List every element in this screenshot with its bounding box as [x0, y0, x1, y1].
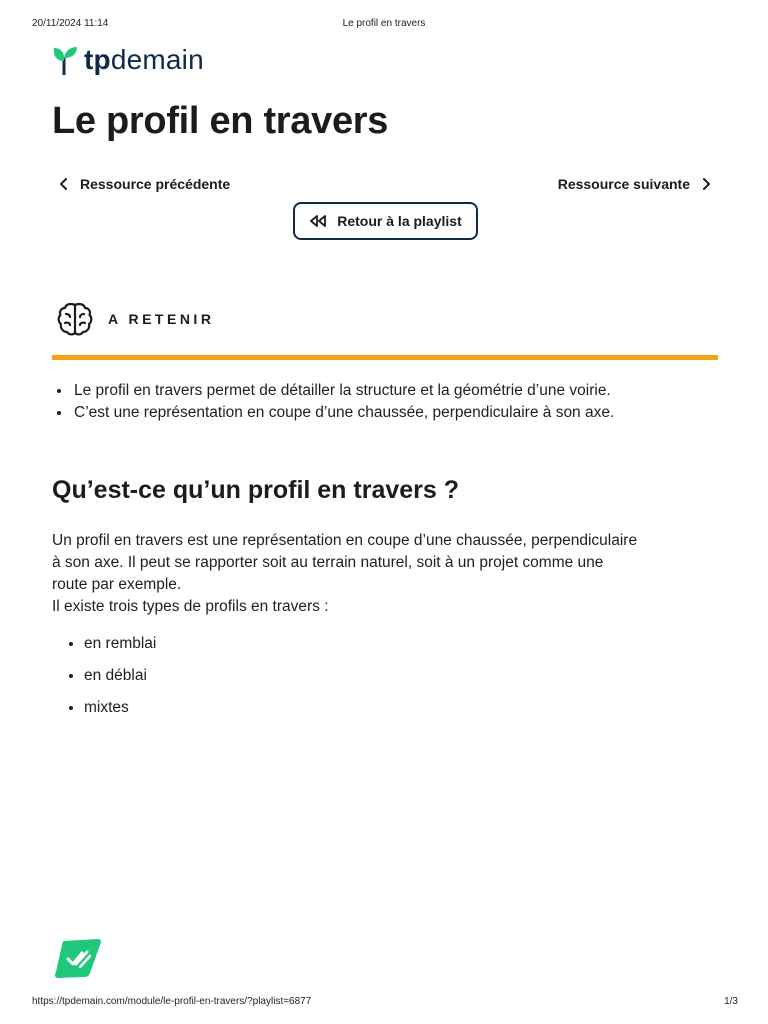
brain-icon: [56, 300, 94, 338]
back-to-playlist-label: Retour à la playlist: [337, 213, 462, 229]
rewind-icon: [309, 215, 327, 227]
paragraph-line: route par exemple.: [52, 576, 182, 593]
paragraph-line: Il existe trois types de profils en travers :: [52, 598, 329, 615]
print-url: https://tpdemain.com/module/le-profil-en-travers/?playlist=6877: [32, 996, 312, 1007]
tpdemain-logo[interactable]: [52, 44, 204, 76]
previous-resource-label: Ressource précédente: [80, 176, 231, 192]
profile-type-item: • mixtes: [84, 697, 156, 719]
print-title: Le profil en travers: [342, 18, 426, 29]
profile-type-item: • en déblai: [84, 665, 156, 687]
chevron-left-icon: [58, 178, 70, 190]
print-page-number: 1/3: [724, 996, 738, 1007]
paragraph-line: Un profil en travers est une représentation en coupe d’une chaussée, perpendiculaire: [52, 532, 638, 549]
logo-wordmark: [84, 44, 204, 76]
key-point: • Le profil en travers permet de détailler la structure et la géométrie d’une voirie.: [72, 380, 752, 402]
a-retenir-header: [56, 300, 214, 338]
previous-resource-link[interactable]: [58, 176, 230, 192]
key-points-list: [52, 380, 752, 424]
section-paragraph: [52, 530, 720, 618]
next-resource-link[interactable]: [558, 176, 712, 192]
logo-tp: tp: [84, 44, 111, 75]
section-title: Qu’est-ce qu’un profil en travers ?: [52, 476, 460, 504]
logo-demain: demain: [110, 44, 204, 75]
section-divider: [52, 355, 718, 360]
profile-type-item: • en remblai: [84, 633, 156, 655]
leaf-logo-icon: [52, 45, 78, 75]
a-retenir-label: A RETENIR: [108, 311, 215, 327]
chevron-right-icon: [700, 178, 712, 190]
next-resource-label: Ressource suivante: [557, 176, 690, 192]
page-title: Le profil en travers: [52, 100, 389, 142]
paragraph-line: à son axe. Il peut se rapporter soit au terrain naturel, soit à un projet comme une: [52, 554, 604, 571]
key-point: • C’est une représentation en coupe d’une chaussée, perpendiculaire à son axe.: [72, 402, 752, 424]
back-to-playlist-button[interactable]: [293, 202, 478, 240]
profile-types-list: [52, 633, 156, 729]
check-badge-icon[interactable]: [54, 937, 102, 979]
print-datetime: 20/11/2024 11:14: [32, 18, 109, 29]
